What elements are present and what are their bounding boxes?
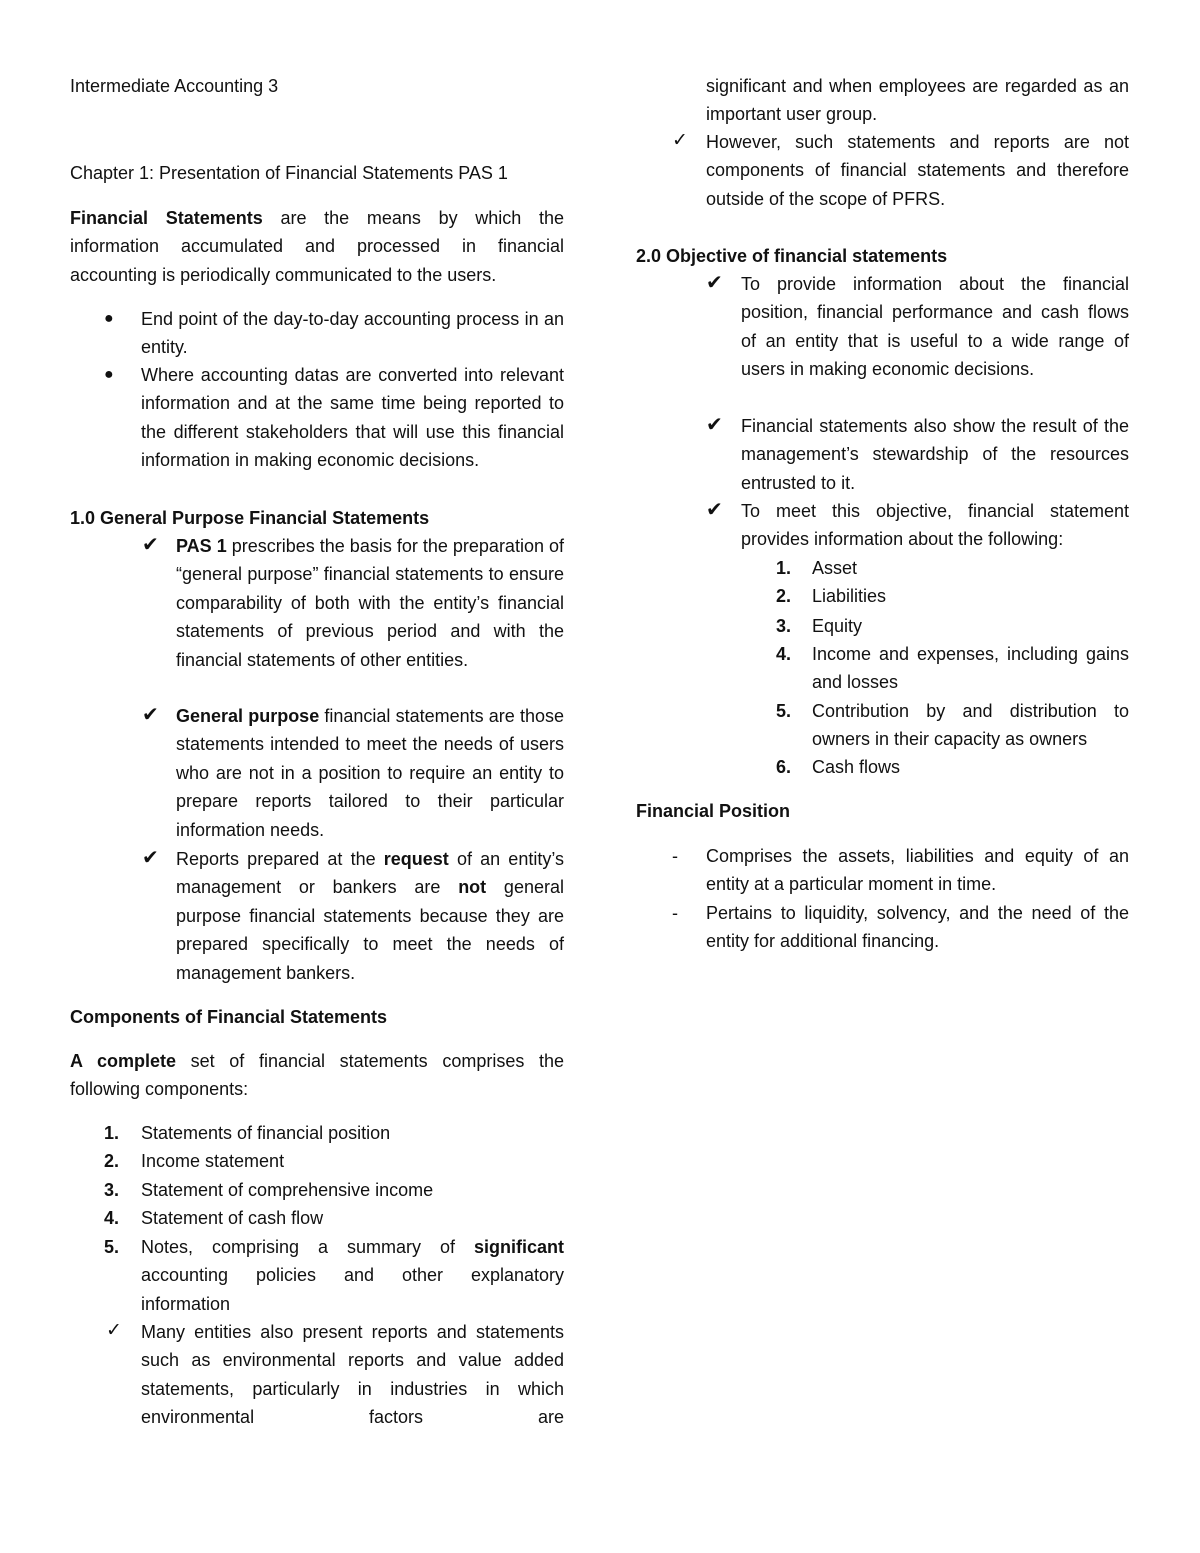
list-text: Statements of financial position [141,1123,391,1143]
financial-position-heading: Financial Position [636,801,791,821]
check-text: PAS 1 prescribes the basis for the preparation of “general purpose” financial statements to ensure comparability of both with the entity’s financial statements of previous period and with the financial statements of other entities. [176,536,564,670]
check-icon: ✔ [142,847,159,869]
list-number: 1. [776,558,792,578]
list-text: Notes, comprising a summary of significant accounting policies and other explanatory information [141,1237,564,1314]
bullet-item [70,305,564,362]
dash-item [636,899,1129,956]
list-text: Liabilities [812,586,887,606]
section-heading-objective: 2.0 Objective of financial statements [636,246,948,266]
list-item [70,1233,564,1318]
bullet-icon: ● [104,310,114,327]
list-number: 1. [104,1123,120,1143]
check-icon: ✓ [106,1320,122,1341]
list-text: Statement of comprehensive income [141,1180,434,1200]
bullet-text: Where accounting datas are converted into relevant information and at the same time being reported to the different stakeholders that will use this financial information in making economic decisions. [141,365,564,471]
check-item [636,270,1129,384]
chapter-title: Chapter 1: Presentation of Financial Statements PAS 1 [70,163,508,183]
intro-text: are the means by which the information accumulated and processed in financial accounting is periodically communicated to the users. [70,208,564,285]
list-item [636,753,1129,781]
list-text: Income and expenses, including gains and losses [812,644,1129,693]
dash-text: Comprises the assets, liabilities and equity of an entity at a particular moment in time. [706,846,1129,895]
list-item [636,582,1129,610]
list-number: 2. [776,586,792,606]
bullet-item [70,361,564,475]
list-text: Income statement [141,1151,285,1171]
list-item [70,1176,564,1204]
list-number: 6. [776,757,792,777]
intro-paragraph [70,204,564,289]
check-item [636,497,1129,554]
check-text: To meet this objective, financial statement provides information about the following: [741,501,1129,550]
bullet-icon: ● [104,366,114,383]
check-item [636,412,1129,497]
list-text: Statement of cash flow [141,1208,324,1228]
check-icon: ✔ [142,534,159,556]
list-item [636,554,1129,582]
dash-item [636,842,1129,899]
list-number: 3. [776,616,792,636]
check-icon: ✔ [706,272,723,294]
dash-marker: - [672,903,678,923]
check-text: Reports prepared at the request of an entity’s management or bankers are not general purpose financial statements because they are prepared specifically to meet the needs of management bankers. [176,849,565,983]
check-item [636,128,1129,213]
bullet-text: End point of the day-to-day accounting process in an entity. [141,309,564,358]
list-item [636,640,1129,697]
course-title: Intermediate Accounting 3 [70,76,279,96]
check-item [70,1318,564,1432]
dash-text: Pertains to liquidity, solvency, and the need of the entity for additional financing. [706,903,1129,952]
list-text: Equity [812,616,863,636]
section-heading-general-purpose: 1.0 General Purpose Financial Statements [70,508,430,528]
list-item [636,612,1129,640]
components-intro: A complete set of financial statements comprises the following components: [70,1051,564,1100]
list-number: 5. [104,1237,120,1257]
list-text: Contribution by and distribution to owners in their capacity as owners [812,701,1129,750]
check-item [70,532,564,674]
list-number: 4. [104,1208,120,1228]
list-number: 4. [776,644,792,664]
list-item [70,1204,564,1232]
check-item [70,702,564,844]
continuation-text: significant and when employees are regarded as an important user group. [706,76,1129,125]
check-icon: ✔ [142,704,159,726]
check-text: Financial statements also show the result of the management’s stewardship of the resources entrusted to it. [741,416,1129,493]
list-text: Asset [812,558,858,578]
check-icon: ✔ [706,499,723,521]
dash-marker: - [672,846,678,866]
check-text: General purpose financial statements are those statements intended to meet the needs of users who are not in a position to require an entity to prepare reports tailored to their particular information needs. [176,706,565,840]
components-heading: Components of Financial Statements [70,1007,388,1027]
list-item [636,697,1129,754]
list-number: 2. [104,1151,120,1171]
list-item [70,1119,564,1147]
check-text: To provide information about the financial position, financial performance and cash flows of an entity that is useful to a wide range of users in making economic decisions. [741,274,1129,380]
check-icon: ✓ [672,130,688,151]
list-item [70,1147,564,1175]
check-text: However, such statements and reports are not components of financial statements and therefore outside of the scope of PFRS. [706,132,1129,209]
intro-term: Financial Statements [70,208,263,228]
check-icon: ✔ [706,414,723,436]
list-text: Cash flows [812,757,901,777]
list-number: 3. [104,1180,120,1200]
list-number: 5. [776,701,792,721]
check-text: Many entities also present reports and statements such as environmental reports and value added statements, particularly in industries in which environmental factors are [141,1322,564,1428]
check-item [70,845,564,987]
